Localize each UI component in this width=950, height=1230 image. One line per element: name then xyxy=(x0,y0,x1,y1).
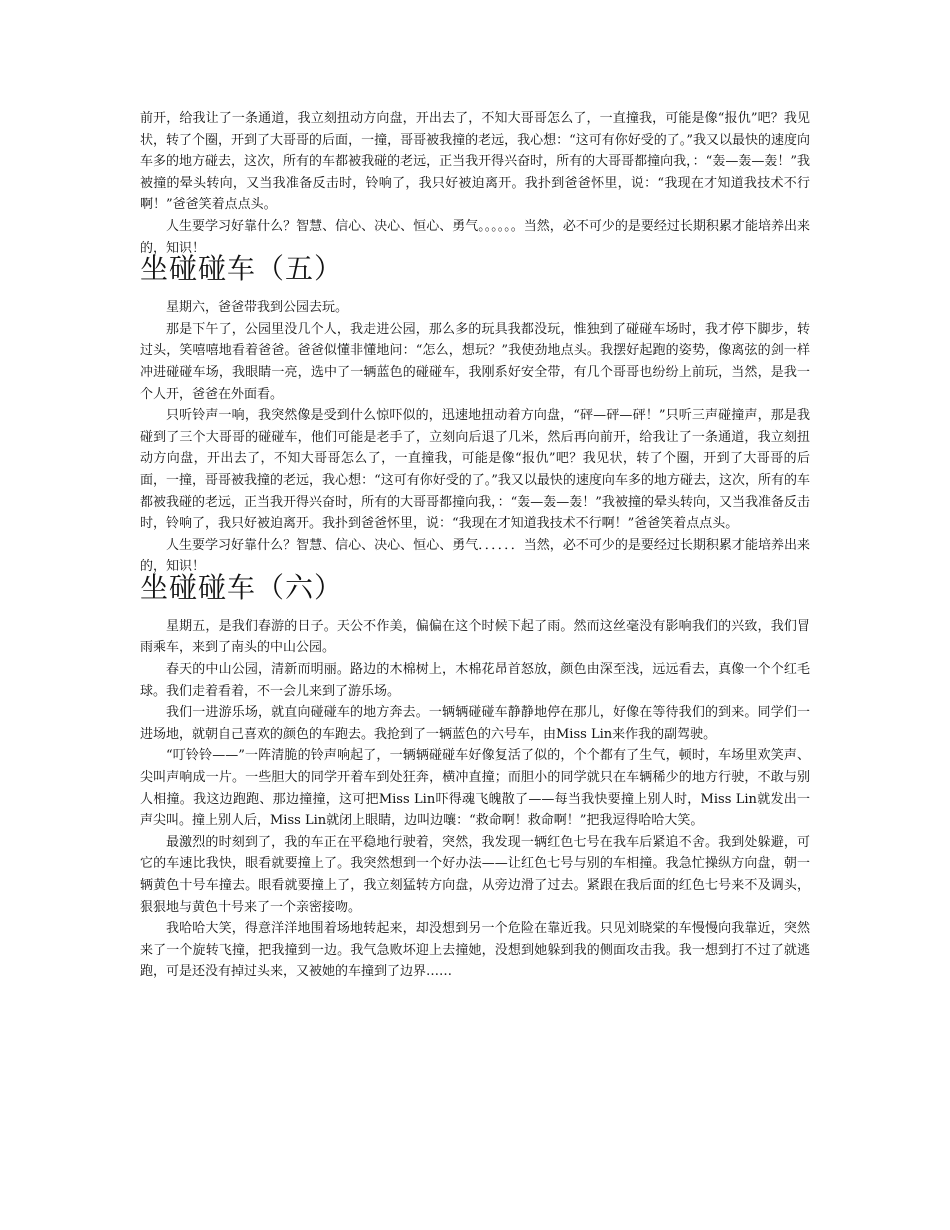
paragraph: 人生要学习好靠什么？智慧、信心、决心、恒心、勇气．．．．．．当然，必不可少的是要经过长期积累才能培养出来的，知识！ xyxy=(140,537,810,575)
paragraph: 星期六，爸爸带我到公园去玩。 xyxy=(166,300,349,316)
paragraph: 只听铃声一响，我突然像是受到什么惊吓似的，迅速地扭动着方向盘，“砰—砰—砰！”只听三声碰撞声，那是我碰到了三个大哥哥的碰碰车，他们可能是老手了，立刻向后退了几米，然后再向前开，给我让了一条通道，我立刻扭动方向盘，开出去了，不知大哥哥怎么了，一直撞我，可能是像“报仇”吧？我见状，转了个圈，开到了大哥哥的后面，一撞，哥哥被我撞的老远，我心想：“这可有你好受的了。”我又以最快的速度向车多的地方碰去，这次，所有的车都被我碰的老远，正当我开得兴奋时，所有的大哥哥都撞向我，：“轰—轰—轰！”我被撞的晕头转向，又当我准备反击时，铃响了，我只好被迫离开。我扑到爸爸怀里，说：“我现在才知道我技术不行啊！”爸爸笑着点点头。 xyxy=(140,408,810,532)
paragraph: 最激烈的时刻到了，我的车正在平稳地行驶着，突然，我发现一辆红色七号在我车后紧追不舍。我到处躲避，可它的车速比我快，眼看就要撞上了。我突然想到一个好办法——让红色七号与别的车相撞。我急忙操纵方向盘，朝一辆黄色十号车撞去。眼看就要撞上了，我立刻猛转方向盘，从旁边滑了过去。紧跟在我后面的红色七号来不及调头，狠狠地与黄色十号来了一个亲密接吻。 xyxy=(140,834,810,915)
paragraph: 前开，给我让了一条通道，我立刻扭动方向盘，开出去了，不知大哥哥怎么了，一直撞我，可能是像“报仇”吧？我见状，转了个圈，开到了大哥哥的后面，一撞，哥哥被我撞的老远，我心想：“这可有你好受的了。”我又以最快的速度向车多的地方碰去，这次，所有的车都被我碰的老远，正当我开得兴奋时，所有的大哥哥都撞向我，：“轰—轰—轰！”我被撞的晕头转向，又当我准备反击时，铃响了，我只好被迫离开。我扑到爸爸怀里，说：“我现在才知道我技术不行啊！”爸爸笑着点点头。 xyxy=(140,111,810,213)
paragraph: 那是下午了，公园里没几个人，我走进公园，那么多的玩具我都没玩，惟独到了碰碰车场时，我才停下脚步，转过头，笑嘻嘻地看着爸爸。爸爸似懂非懂地问：“怎么，想玩？”我使劲地点头。我摆好起跑的姿势，像离弦的剑一样冲进碰碰车场，我眼睛一亮，选中了一辆蓝色的碰碰车，我刚系好安全带，有几个哥哥也纷纷上前玩，当然，是我一个人开，爸爸在外面看。 xyxy=(140,321,810,402)
paragraph: 人生要学习好靠什么？智慧、信心、决心、恒心、勇气。。。。。。当然，必不可少的是要经过长期积累才能培养出来的，知识！ xyxy=(140,218,810,256)
section-five xyxy=(140,253,810,578)
paragraph: 我们一进游乐场，就直向碰碰车的地方奔去。一辆辆碰碰车静静地停在那儿，好像在等待我们的到来。同学们一进场地，就朝自己喜欢的颜色的车跑去。我抢到了一辆蓝色的六号车，由Miss Lin来作我的副驾驶。 xyxy=(140,705,810,742)
document-page xyxy=(140,108,810,983)
section-six xyxy=(140,572,810,983)
section-title: 坐碰碰车（五） xyxy=(140,252,344,286)
paragraph: 春天的中山公园，清新而明丽。路边的木棉树上，木棉花昂首怒放，颜色由深至浅，远远看去，真像一个个红毛球。我们走着看着，不一会儿来到了游乐场。 xyxy=(140,662,810,699)
paragraph: “叮铃铃——”一阵清脆的铃声响起了，一辆辆碰碰车好像复活了似的，个个都有了生气，顿时，车场里欢笑声、尖叫声响成一片。一些胆大的同学开着车到处狂奔，横冲直撞；而胆小的同学就只在车辆稀少的地方行驶，不敢与别人相撞。我这边跑跑、那边撞撞，这可把Miss Lin吓得魂飞魄散了——每当我快要撞上别人时，Miss Lin就发出一声尖叫。撞上别人后，Miss Lin就闭上眼睛，边叫边嚷：“救命啊！救命啊！”把我逗得哈哈大笑。 xyxy=(140,748,810,829)
paragraph: 我哈哈大笑，得意洋洋地围着场地转起来，却没想到另一个危险在靠近我。只见刘晓棠的车慢慢向我靠近，突然来了一个旋转飞撞，把我撞到一边。我气急败坏迎上去撞她，没想到她躲到我的侧面攻击我。我一想到打不过了就逃跑，可是还没有掉过头来，又被她的车撞到了边界…… xyxy=(140,921,810,980)
paragraph: 星期五，是我们春游的日子。天公不作美，偏偏在这个时候下起了雨。然而这丝毫没有影响我们的兴致，我们冒雨乘车，来到了南头的中山公园。 xyxy=(140,618,810,656)
intro-section xyxy=(140,108,810,259)
section-title: 坐碰碰车（六） xyxy=(140,570,344,604)
